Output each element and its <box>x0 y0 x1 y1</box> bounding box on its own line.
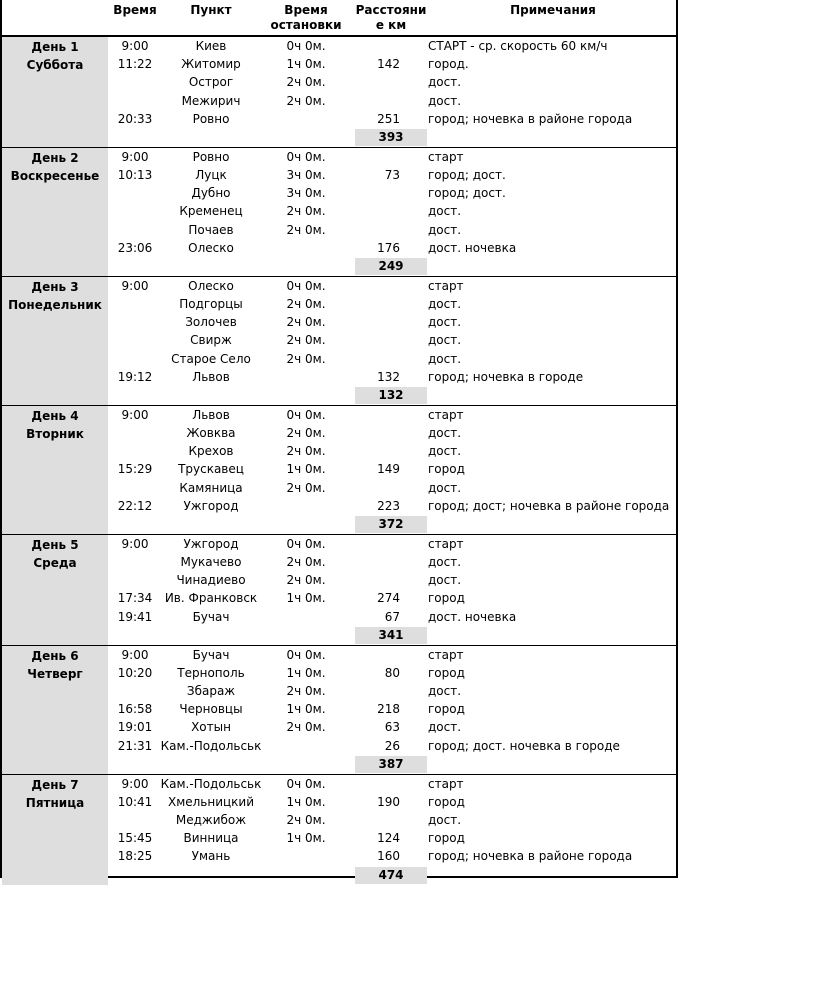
cell-note: город <box>428 665 465 680</box>
cell-time: 15:45 <box>117 831 153 846</box>
cell-place: Меджибож <box>175 813 247 827</box>
cell-place: Старое Село <box>171 351 251 366</box>
cell-place: Житомир <box>181 57 241 72</box>
cell-place: Хотын <box>191 720 231 735</box>
cell-note: дост. ночевка <box>428 609 517 624</box>
cell-note: старт <box>428 647 464 662</box>
cell-note: старт <box>428 278 464 293</box>
cell-stop-time <box>264 608 348 626</box>
day-weekday: Суббота <box>26 58 84 72</box>
cell-note: город; ночевка в районе города <box>428 849 633 864</box>
cell-note: дост. <box>428 426 462 440</box>
header-notes-label: Примечания <box>510 3 596 17</box>
cell-distance: 274 <box>377 591 400 606</box>
cell-time: 18:25 <box>117 849 153 864</box>
cell-distance: 73 <box>384 168 400 182</box>
day-total-distance: 474 <box>355 867 427 884</box>
day-weekday: Понедельник <box>8 297 102 312</box>
cell-note: дост. <box>428 813 462 827</box>
header-notes <box>428 0 678 36</box>
cell-stop-time: 3ч 0м. <box>286 168 326 182</box>
cell-distance <box>354 479 400 497</box>
cell-stop-time: 2ч 0м. <box>286 720 326 735</box>
cell-time: 19:12 <box>117 369 153 384</box>
cell-note: город; дост. <box>428 186 506 201</box>
cell-note: город <box>428 462 465 477</box>
cell-stop-time: 3ч 0м. <box>286 186 326 201</box>
cell-place: Чинадиево <box>176 573 246 588</box>
cell-stop-time: 2ч 0м. <box>286 555 326 569</box>
cell-time: 19:01 <box>117 720 153 735</box>
cell-stop-time <box>264 239 348 257</box>
header-stop-time <box>264 0 348 36</box>
cell-distance <box>354 775 400 793</box>
cell-note: город; ночевка в городе <box>428 369 584 384</box>
cell-time: 20:33 <box>117 111 153 126</box>
cell-distance <box>354 73 400 91</box>
cell-stop-time: 0ч 0м. <box>286 39 326 53</box>
cell-distance <box>354 406 400 424</box>
cell-stop-time: 0ч 0м. <box>286 149 326 164</box>
cell-stop-time: 1ч 0м. <box>286 665 326 680</box>
cell-distance: 176 <box>377 240 400 255</box>
cell-place: Дубно <box>191 186 231 201</box>
cell-place: Ужгород <box>183 536 239 551</box>
header-distance <box>352 0 430 36</box>
cell-place: Киев <box>195 39 227 53</box>
cell-distance <box>354 331 400 349</box>
cell-distance <box>354 442 400 460</box>
cell-note: дост. ночевка <box>428 240 517 255</box>
cell-distance: 160 <box>377 849 400 864</box>
day-weekday: Среда <box>33 555 77 570</box>
cell-note: дост. <box>428 351 462 366</box>
cell-time: 10:13 <box>117 168 153 182</box>
cell-time <box>108 331 162 349</box>
cell-place: Крехов <box>188 444 234 459</box>
cell-time <box>108 295 162 313</box>
cell-stop-time: 2ч 0м. <box>286 684 326 698</box>
cell-stop-time: 1ч 0м. <box>286 831 326 846</box>
cell-note: дост. <box>428 444 462 459</box>
cell-distance <box>354 535 400 553</box>
cell-stop-time: 2ч 0м. <box>286 351 326 366</box>
day-label: День 6 <box>31 648 79 663</box>
cell-place: Острог <box>188 75 234 90</box>
day-total-distance: 341 <box>355 627 427 644</box>
cell-time: 21:31 <box>117 738 153 753</box>
cell-place: Межирич <box>181 93 241 108</box>
day-label: День 3 <box>31 279 79 294</box>
day-total-distance: 132 <box>355 387 427 404</box>
header-stop-line2: остановки <box>270 18 342 32</box>
cell-stop-time: 2ч 0м. <box>286 573 326 588</box>
cell-stop-time: 0ч 0м. <box>286 278 326 293</box>
cell-distance: 67 <box>384 609 400 624</box>
cell-place: Львов <box>192 369 230 384</box>
cell-place: Золочев <box>185 315 237 330</box>
cell-distance <box>354 184 400 202</box>
cell-note: город; ночевка в районе города <box>428 111 633 126</box>
cell-place: Ужгород <box>183 498 239 513</box>
cell-place: Черновцы <box>179 702 243 717</box>
cell-time: 9:00 <box>121 647 149 662</box>
cell-place: Львов <box>192 407 230 422</box>
cell-time: 9:00 <box>121 278 149 293</box>
cell-stop-time: 2ч 0м. <box>286 75 326 90</box>
cell-distance <box>354 221 400 239</box>
header-stop-line1: Время <box>284 3 328 17</box>
cell-time: 9:00 <box>121 407 149 422</box>
cell-stop-time <box>264 737 348 755</box>
cell-stop-time: 2ч 0м. <box>286 315 326 330</box>
cell-stop-time: 2ч 0м. <box>286 222 326 237</box>
cell-note: дост. <box>428 573 462 588</box>
day-total-distance: 372 <box>355 516 427 533</box>
header-place <box>160 0 262 36</box>
cell-distance <box>354 277 400 295</box>
cell-distance: 124 <box>377 831 400 846</box>
cell-place: Почаев <box>188 222 234 237</box>
header-time-label: Время <box>113 3 157 17</box>
cell-place: Олеско <box>188 240 234 255</box>
cell-place: Камяница <box>179 480 243 495</box>
cell-stop-time: 1ч 0м. <box>286 794 326 809</box>
cell-place: Луцк <box>195 168 227 182</box>
cell-note: город <box>428 702 465 717</box>
cell-note: дост. <box>428 720 462 735</box>
cell-note: старт <box>428 776 464 791</box>
cell-distance: 63 <box>384 720 400 735</box>
cell-time <box>108 682 162 700</box>
cell-time <box>108 811 162 829</box>
cell-time <box>108 571 162 589</box>
cell-place: Подгорцы <box>179 297 243 311</box>
cell-time <box>108 553 162 571</box>
day-label: День 5 <box>31 537 79 552</box>
cell-stop-time: 0ч 0м. <box>286 647 326 662</box>
cell-time <box>108 350 162 368</box>
cell-note: город. <box>428 57 469 72</box>
cell-place: Свирж <box>190 333 232 348</box>
cell-place: Бучач <box>192 647 230 662</box>
cell-note: дост. <box>428 684 462 698</box>
cell-stop-time: 0ч 0м. <box>286 407 326 422</box>
cell-stop-time <box>264 110 348 128</box>
cell-time <box>108 424 162 442</box>
cell-note: дост. <box>428 75 462 90</box>
cell-stop-time: 2ч 0м. <box>286 480 326 495</box>
day-weekday: Воскресенье <box>10 168 100 183</box>
cell-place: Кам.-Подольськ <box>160 776 262 791</box>
header-place-label: Пункт <box>190 3 232 17</box>
cell-note: старт <box>428 149 464 164</box>
cell-place: Винница <box>183 831 239 846</box>
cell-stop-time: 2ч 0м. <box>286 204 326 219</box>
cell-distance <box>354 424 400 442</box>
cell-stop-time: 2ч 0м. <box>286 93 326 108</box>
cell-time: 9:00 <box>121 149 149 164</box>
cell-distance <box>354 811 400 829</box>
cell-time <box>108 479 162 497</box>
cell-note: дост. <box>428 93 462 108</box>
cell-stop-time: 0ч 0м. <box>286 776 326 791</box>
cell-time: 19:41 <box>117 609 153 624</box>
cell-note: город; дост; ночевка в районе города <box>428 498 670 513</box>
cell-time: 16:58 <box>117 702 153 717</box>
day-label: День 1 <box>31 40 79 54</box>
header-dist-line1: Расстояни <box>355 3 427 17</box>
cell-time <box>108 184 162 202</box>
cell-time: 22:12 <box>117 498 153 513</box>
cell-stop-time: 2ч 0м. <box>286 426 326 440</box>
cell-time: 17:34 <box>117 591 153 606</box>
cell-distance <box>354 553 400 571</box>
cell-distance <box>354 646 400 664</box>
cell-place: Кременец <box>179 204 243 219</box>
cell-note: дост. <box>428 297 462 311</box>
cell-time <box>108 92 162 110</box>
cell-stop-time: 2ч 0м. <box>286 297 326 311</box>
cell-place: Тернополь <box>177 665 245 680</box>
cell-place: Збараж <box>186 684 236 698</box>
header-dist-line2: е км <box>375 18 407 32</box>
cell-time: 9:00 <box>121 39 149 53</box>
day-weekday: Четверг <box>27 666 83 681</box>
day-label: День 2 <box>31 150 79 165</box>
header-time <box>108 0 162 36</box>
cell-time <box>108 313 162 331</box>
cell-stop-time: 1ч 0м. <box>286 702 326 717</box>
cell-note: дост. <box>428 480 462 495</box>
cell-time: 10:20 <box>117 665 153 680</box>
day-total-distance: 393 <box>355 129 427 146</box>
cell-place: Кам.-Подольськ <box>160 738 262 753</box>
cell-stop-time <box>264 368 348 386</box>
cell-distance: 142 <box>377 57 400 72</box>
cell-place: Хмельницкий <box>167 794 255 809</box>
cell-place: Ровно <box>192 149 230 164</box>
day-total-distance: 387 <box>355 756 427 773</box>
cell-distance: 132 <box>377 369 400 384</box>
cell-place: Бучач <box>192 609 230 624</box>
cell-stop-time: 0ч 0м. <box>286 536 326 551</box>
cell-time <box>108 73 162 91</box>
cell-stop-time: 1ч 0м. <box>286 462 326 477</box>
cell-time: 15:29 <box>117 462 153 477</box>
cell-note: город; дост. ночевка в городе <box>428 738 620 753</box>
cell-stop-time: 2ч 0м. <box>286 444 326 459</box>
cell-distance: 218 <box>377 702 400 717</box>
cell-place: Ив. Франковск <box>164 591 258 606</box>
day-label: День 4 <box>31 408 79 423</box>
cell-time <box>108 221 162 239</box>
cell-stop-time: 1ч 0м. <box>286 591 326 606</box>
cell-stop-time <box>264 847 348 865</box>
cell-place: Умань <box>191 849 231 864</box>
day-total-distance: 249 <box>355 258 427 275</box>
cell-distance <box>354 148 400 166</box>
cell-note: город <box>428 831 465 846</box>
cell-note: старт <box>428 536 464 551</box>
cell-distance <box>354 202 400 220</box>
cell-distance <box>354 350 400 368</box>
cell-note: город <box>428 591 465 606</box>
cell-time <box>108 442 162 460</box>
cell-note: дост. <box>428 315 462 330</box>
cell-distance: 223 <box>377 498 400 513</box>
cell-distance <box>354 295 400 313</box>
cell-place: Жовква <box>186 426 236 440</box>
cell-distance: 80 <box>384 665 400 680</box>
cell-stop-time: 1ч 0м. <box>286 57 326 72</box>
day-weekday: Вторник <box>26 426 84 441</box>
cell-place: Мукачево <box>180 555 242 569</box>
day-label: День 7 <box>31 777 79 792</box>
cell-distance: 26 <box>384 738 400 753</box>
cell-note: дост. <box>428 222 462 237</box>
cell-distance <box>354 92 400 110</box>
cell-note: дост. <box>428 204 462 219</box>
cell-distance: 149 <box>377 462 400 477</box>
cell-distance <box>354 313 400 331</box>
cell-place: Ровно <box>192 111 230 126</box>
cell-stop-time <box>264 497 348 515</box>
cell-distance <box>354 37 400 55</box>
cell-time: 10:41 <box>117 794 153 809</box>
cell-distance: 190 <box>377 794 400 809</box>
cell-stop-time: 2ч 0м. <box>286 813 326 827</box>
cell-note: дост. <box>428 555 462 569</box>
cell-place: Трускавец <box>178 462 244 477</box>
cell-note: город; дост. <box>428 168 506 182</box>
cell-distance <box>354 682 400 700</box>
cell-distance: 251 <box>377 111 400 126</box>
cell-note: город <box>428 794 465 809</box>
cell-time: 9:00 <box>121 776 149 791</box>
cell-time <box>108 202 162 220</box>
day-weekday: Пятница <box>25 795 85 810</box>
cell-note: старт <box>428 407 464 422</box>
cell-place: Олеско <box>188 278 234 293</box>
cell-time: 23:06 <box>117 240 153 255</box>
cell-note: СТАРТ - ср. скорость 60 км/ч <box>428 39 608 53</box>
cell-note: дост. <box>428 333 462 348</box>
cell-distance <box>354 571 400 589</box>
cell-stop-time: 2ч 0м. <box>286 333 326 348</box>
cell-time: 11:22 <box>117 57 153 72</box>
cell-time: 9:00 <box>121 536 149 551</box>
